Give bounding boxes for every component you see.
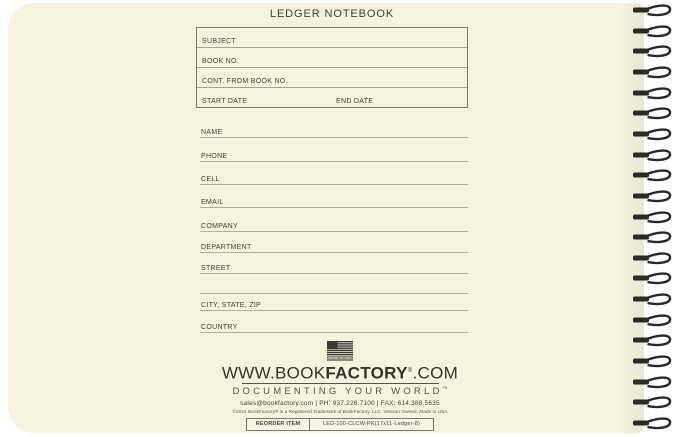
field-label: CITY, STATE, ZIP	[201, 302, 262, 309]
website-bold: FACTORY	[325, 363, 408, 383]
reorder-item-label: REORDER ITEM	[247, 419, 310, 430]
website-text	[180, 363, 500, 382]
spiral-coil	[632, 1, 676, 19]
info-row-dates	[197, 88, 467, 107]
spiral-coil	[632, 208, 676, 226]
spiral-coil	[632, 311, 676, 329]
reorder-table	[246, 418, 434, 431]
spiral-coil	[632, 290, 676, 308]
field-label: COUNTRY	[201, 324, 238, 331]
subject-label: SUBJECT	[202, 38, 236, 45]
tagline-words: DOCUMENTING YOUR WORLD	[232, 386, 443, 398]
spiral-coil	[632, 414, 676, 432]
spiral-coil	[632, 42, 676, 60]
end-date-label: END DATE	[336, 98, 374, 105]
notebook-cover-page	[8, 3, 644, 433]
spiral-coil	[632, 146, 676, 164]
footer-branding	[180, 341, 500, 431]
website-prefix: WWW.BOOK	[221, 363, 326, 383]
field-row-email	[200, 191, 468, 208]
field-row-street	[200, 257, 468, 274]
info-row-cont-from	[197, 68, 467, 88]
field-row-country	[200, 316, 468, 333]
field-label: COMPANY	[201, 223, 238, 230]
spiral-coil	[632, 63, 676, 81]
spiral-coil	[632, 249, 676, 267]
spiral-coil	[632, 228, 676, 246]
usa-flag-icon	[327, 341, 353, 361]
divider-line	[242, 383, 439, 384]
field-label: CELL	[201, 176, 220, 183]
field-label: NAME	[201, 129, 223, 136]
spiral-coil	[632, 352, 676, 370]
spiral-coil	[632, 84, 676, 102]
info-row-subject	[197, 28, 467, 48]
tagline-text	[180, 386, 500, 397]
field-label: EMAIL	[201, 199, 224, 206]
field-row-city-state-zip	[200, 294, 468, 311]
spiral-coil	[632, 187, 676, 205]
registered-mark: ®	[407, 367, 413, 374]
spiral-coil	[632, 393, 676, 411]
cont-from-label: CONT. FROM BOOK NO.	[202, 78, 288, 85]
spiral-binding	[632, 0, 679, 437]
book-no-label: BOOK NO.	[202, 58, 240, 65]
made-in-usa-label: MADE IN USA	[328, 356, 352, 360]
spiral-coil	[632, 166, 676, 184]
copyright-text: ©2024 BookFactory® is a Registered Trademark of BookFactory, LLC. Veteran Owned, Made in USA	[232, 409, 448, 415]
reorder-item-code: LED-100-CLCW-PK(17x11-Ledger-8)	[322, 420, 421, 427]
trademark-mark: ™	[442, 386, 448, 393]
info-box	[196, 27, 468, 108]
field-row-name	[200, 121, 468, 138]
website-suffix: .COM	[412, 363, 459, 383]
field-row-company	[200, 215, 468, 232]
field-row-cell	[200, 168, 468, 185]
spiral-coil	[632, 331, 676, 349]
spiral-coil	[632, 104, 676, 122]
field-label: DEPARTMENT	[201, 244, 252, 251]
field-label: STREET	[201, 265, 231, 272]
contact-info: sales@bookfactory.com | PH: 937.226.7100 | FAX: 614.388.5635	[240, 400, 440, 408]
spiral-coil	[632, 373, 676, 391]
field-row-department	[200, 236, 468, 253]
page-title: LEDGER NOTEBOOK	[269, 8, 395, 20]
info-row-book-no	[197, 48, 467, 68]
spiral-coil	[632, 269, 676, 287]
start-date-label: START DATE	[202, 98, 248, 105]
field-row-street2	[200, 277, 468, 294]
spiral-coil	[632, 125, 676, 143]
field-label: PHONE	[201, 153, 228, 160]
spiral-coil	[632, 22, 676, 40]
field-row-phone	[200, 145, 468, 162]
